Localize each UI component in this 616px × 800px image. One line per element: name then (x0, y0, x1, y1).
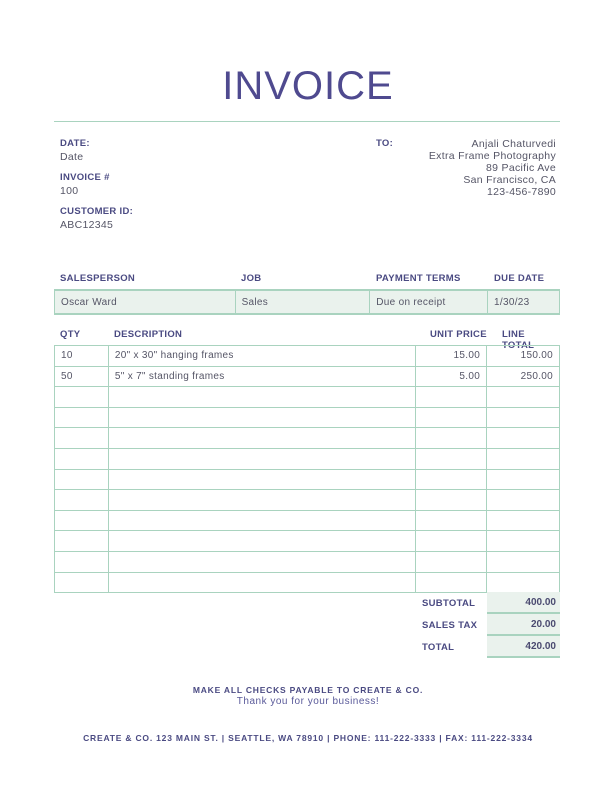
table-row (55, 387, 560, 408)
qty-cell: 10 (55, 346, 109, 367)
due-date-header: DUE DATE (494, 273, 545, 284)
sales-info-header (54, 273, 560, 285)
qty-cell (55, 428, 109, 449)
total-value: 420.00 (487, 636, 560, 658)
invoice-meta (60, 138, 260, 240)
qty-header: QTY (60, 329, 81, 340)
unit-price-cell (416, 387, 487, 408)
line-total-cell (487, 448, 560, 469)
to-label: TO: (376, 138, 394, 149)
description-cell (108, 428, 415, 449)
table-row (55, 531, 560, 552)
description-cell (108, 469, 415, 490)
sales-tax-row (414, 614, 560, 636)
description-cell (108, 551, 415, 572)
recipient-company: Extra Frame Photography (428, 150, 556, 162)
unit-price-header: UNIT PRICE (430, 329, 487, 340)
date-label: DATE: (60, 138, 90, 149)
qty-cell (55, 407, 109, 428)
table-row (55, 428, 560, 449)
description-cell (108, 490, 415, 511)
unit-price-cell (416, 428, 487, 449)
unit-price-cell (416, 407, 487, 428)
customer-id-group (60, 206, 260, 231)
qty-cell (55, 572, 109, 593)
qty-cell (55, 387, 109, 408)
line-total-cell (487, 490, 560, 511)
table-row (55, 407, 560, 428)
unit-price-cell (416, 490, 487, 511)
description-cell (108, 407, 415, 428)
unit-price-cell (416, 531, 487, 552)
table-row (55, 448, 560, 469)
qty-cell (55, 490, 109, 511)
line-total-header: LINE TOTAL (502, 329, 535, 351)
unit-price-cell (416, 551, 487, 572)
totals-block (414, 592, 560, 658)
checks-payable-note: MAKE ALL CHECKS PAYABLE TO CREATE & CO. (192, 685, 424, 695)
sales-tax-label: SALES TAX (422, 620, 478, 631)
invoice-number-value: 100 (60, 185, 79, 197)
date-value: Date (60, 151, 84, 163)
line-total-cell (487, 531, 560, 552)
qty-cell: 50 (55, 366, 109, 387)
line-total-cell (487, 551, 560, 572)
description-cell (108, 510, 415, 531)
unit-price-cell: 5.00 (416, 366, 487, 387)
recipient-address (429, 138, 556, 198)
line-total-cell (487, 469, 560, 490)
recipient-street: 89 Pacific Ave (486, 162, 556, 174)
invoice-title: INVOICE (222, 64, 394, 108)
unit-price-cell (416, 510, 487, 531)
unit-price-cell (416, 448, 487, 469)
total-row (414, 636, 560, 658)
sales-tax-value: 20.00 (487, 614, 560, 636)
subtotal-label: SUBTOTAL (422, 598, 476, 609)
line-total-cell (487, 510, 560, 531)
items-header (54, 329, 560, 351)
line-total-cell (487, 407, 560, 428)
qty-cell (55, 551, 109, 572)
job-cell: Sales (235, 290, 370, 314)
unit-price-cell (416, 572, 487, 593)
qty-cell (55, 448, 109, 469)
qty-cell (55, 531, 109, 552)
description-header: DESCRIPTION (114, 329, 183, 340)
recipient-city: San Francisco, CA (463, 174, 556, 186)
table-row (55, 510, 560, 531)
line-items-table (54, 345, 560, 593)
description-cell (108, 448, 415, 469)
due-date-cell: 1/30/23 (488, 290, 560, 314)
subtotal-row (414, 592, 560, 614)
thank-you-note: Thank you for your business! (236, 696, 380, 707)
line-total-cell (487, 387, 560, 408)
description-cell: 5" x 7" standing frames (108, 366, 415, 387)
header-divider (54, 121, 560, 122)
salesperson-cell: Oscar Ward (55, 290, 236, 314)
table-row (55, 469, 560, 490)
table-row (55, 490, 560, 511)
customer-id-label: CUSTOMER ID: (60, 206, 134, 217)
qty-cell (55, 469, 109, 490)
recipient-name: Anjali Chaturvedi (471, 138, 556, 150)
line-total-cell (487, 428, 560, 449)
description-cell (108, 531, 415, 552)
payment-terms-header: PAYMENT TERMS (376, 273, 461, 284)
subtotal-value: 400.00 (487, 592, 560, 614)
qty-cell (55, 510, 109, 531)
description-cell: 20" x 30" hanging frames (108, 346, 415, 367)
customer-id-value: ABC12345 (60, 219, 114, 231)
table-row (55, 346, 560, 367)
job-header: JOB (241, 273, 262, 284)
table-row (55, 551, 560, 572)
line-total-cell (487, 572, 560, 593)
line-total-cell: 250.00 (487, 366, 560, 387)
sales-info-table (54, 289, 560, 315)
invoice-number-group (60, 172, 260, 197)
unit-price-cell (416, 469, 487, 490)
description-cell (108, 572, 415, 593)
line-total-cell: 150.00 (487, 346, 560, 367)
table-row (55, 572, 560, 593)
unit-price-cell: 15.00 (416, 346, 487, 367)
description-cell (108, 387, 415, 408)
table-row (55, 290, 560, 314)
table-row (55, 366, 560, 387)
invoice-number-label: INVOICE # (60, 172, 110, 183)
recipient-phone: 123-456-7890 (487, 186, 556, 198)
total-label: TOTAL (422, 642, 455, 653)
payment-terms-cell: Due on receipt (370, 290, 488, 314)
date-group (60, 138, 260, 163)
company-footer: CREATE & CO. 123 MAIN ST. | SEATTLE, WA 78910 | PHONE: 111-222-3333 | FAX: 111-222-3334 (83, 733, 533, 743)
salesperson-header: SALESPERSON (60, 273, 136, 284)
